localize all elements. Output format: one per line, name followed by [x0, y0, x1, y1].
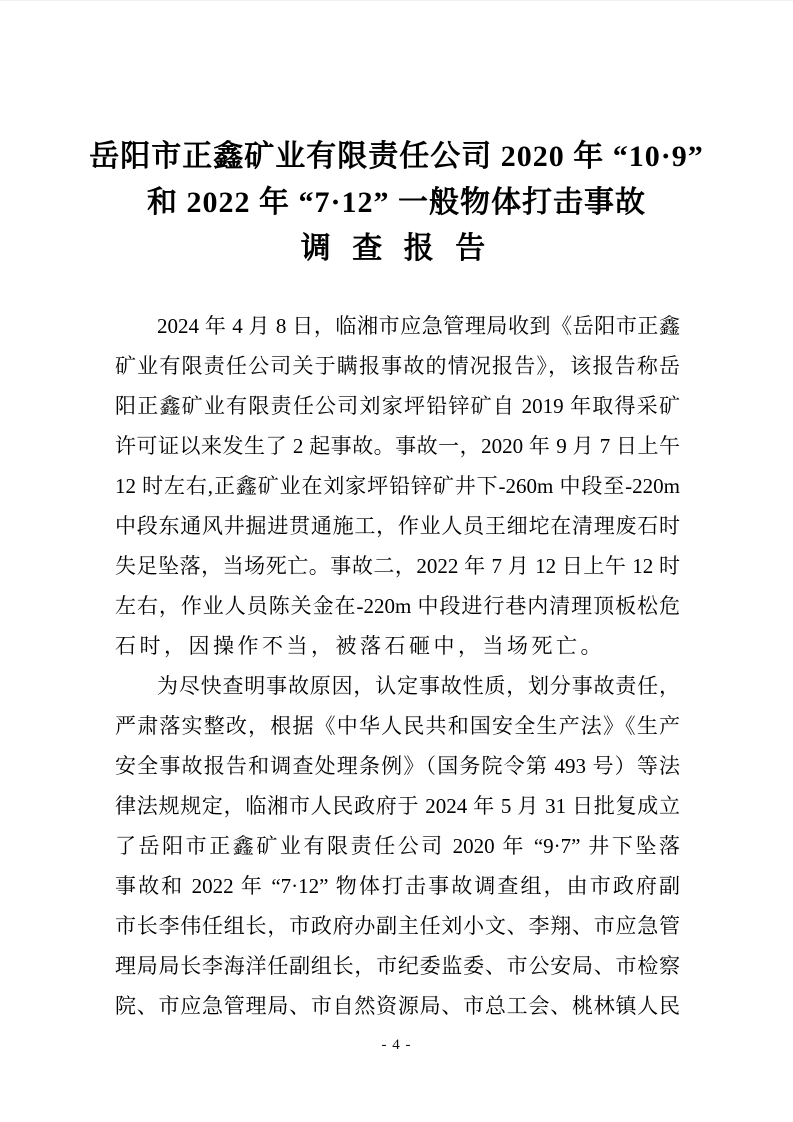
body-line: 市长李伟任组长，市政府办副主任刘小文、李翔、市应急管: [115, 914, 680, 938]
report-title-line-3: 调 查 报 告: [300, 232, 493, 265]
body-line: 许可证以来发生了 2 起事故。事故一，2020 年 9 月 7 日上午: [115, 434, 680, 458]
body-line: 律法规规定，临湘市人民政府于 2024 年 5 月 31 日批复成立: [115, 794, 680, 818]
report-body: [115, 306, 680, 1026]
body-line: 左右，作业人员陈关金在-220m 中段进行巷内清理顶板松危: [115, 594, 680, 618]
report-title-line-2: 和 2022 年 “7·12” 一般物体打击事故: [146, 186, 646, 219]
body-line: 矿业有限责任公司关于瞒报事故的情况报告》，该报告称岳: [115, 354, 680, 378]
body-line: 12 时左右,正鑫矿业在刘家坪铅锌矿井下-260m 中段至-220m: [115, 474, 680, 498]
page-number: - 4 -: [381, 1037, 412, 1053]
body-line: 中段东通风井掘进贯通施工，作业人员王细坨在清理废石时: [115, 514, 680, 538]
body-line: 失足坠落，当场死亡。事故二，2022 年 7 月 12 日上午 12 时: [115, 554, 680, 578]
body-line: 院、市应急管理局、市自然资源局、市总工会、桃林镇人民: [115, 994, 680, 1018]
report-title-line-1: 岳阳市正鑫矿业有限责任公司 2020 年 “10·9”: [89, 140, 704, 173]
body-line: 阳正鑫矿业有限责任公司刘家坪铅锌矿自 2019 年取得采矿: [115, 394, 680, 418]
body-line: 石时，因操作不当，被落石砸中，当场死亡。: [115, 634, 605, 658]
body-line: 安全事故报告和调查处理条例》（国务院令第 493 号）等法: [115, 754, 680, 778]
body-line: 为尽快查明事故原因，认定事故性质，划分事故责任，: [157, 674, 680, 698]
body-line: 严肃落实整改，根据《中华人民共和国安全生产法》《生产: [115, 714, 680, 738]
body-line: 事故和 2022 年 “7·12” 物体打击事故调查组，由市政府副: [115, 874, 680, 898]
body-line: 2024 年 4 月 8 日，临湘市应急管理局收到《岳阳市正鑫: [157, 314, 680, 338]
paragraph: [115, 666, 680, 1026]
paragraph: [115, 306, 680, 666]
body-line: 理局局长李海洋任副组长，市纪委监委、市公安局、市检察: [115, 954, 680, 978]
body-line: 了岳阳市正鑫矿业有限责任公司 2020 年 “9·7” 井下坠落: [115, 834, 680, 858]
report-title: [40, 134, 753, 272]
